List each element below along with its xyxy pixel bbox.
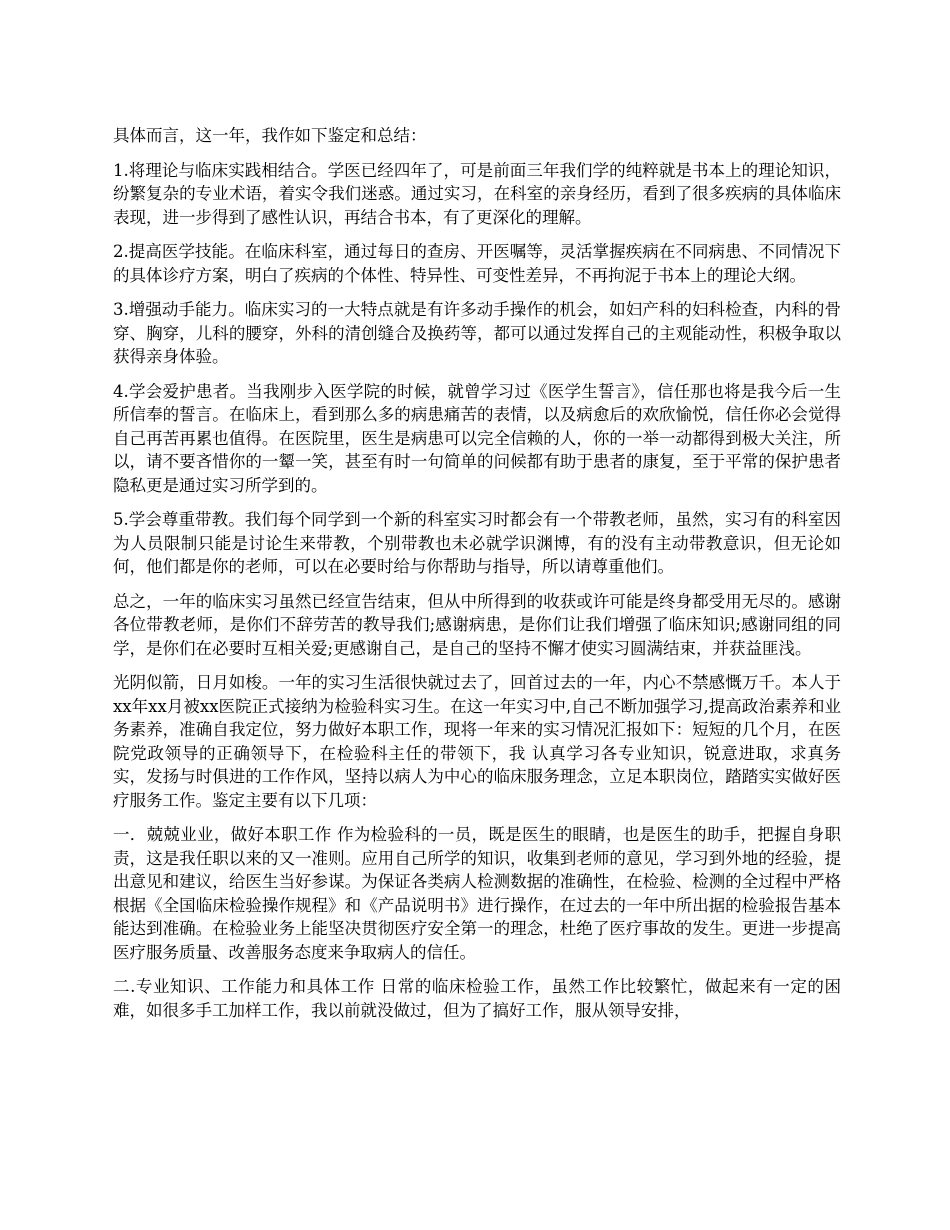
paragraph-item-5: 5.学会尊重带教。我们每个同学到一个新的科室实习时都会有一个带教老师，虽然，实习有的科室因为人员限制只能是讨论生来带教，个别带教也未必就学识渊博，有的没有主动带教意识，但无论如何，他们都是你的老师，可以在必要时给与你帮助与指导，所以请尊重他们。 bbox=[113, 510, 841, 576]
paragraph-report-intro: 光阴似箭，日月如梭。一年的实习生活很快就过去了，回首过去的一年，内心不禁感慨万千。本人于xx年xx月被xx医院正式接纳为检验科实习生。在这一年实习中,自己不断加强学习,提高政治素养和业务素养，准确自我定位，努力做好本职工作，现将一年来的实习情况汇报如下：短短的几个月，在医院党政领导的正确领导下，在检验科主任的带领下，我 认真学习各专业知识，锐意进取，求真务实，发扬与时俱进的工作作风，坚持以病人为中心的临床服务理念，立足本职岗位，踏踏实实做好医疗服务工作。鉴定主要有以下几项： bbox=[113, 673, 841, 810]
paragraph-item-4: 4.学会爱护患者。当我刚步入医学院的时候，就曾学习过《医学生誓言》，信任那也将是我今后一生所信奉的誓言。在临床上，看到那么多的病患痛苦的表情，以及病愈后的欢欣愉悦，信任你必会觉得自己再苦再累也值得。在医院里，医生是病患可以完全信赖的人，你的一举一动都得到极大关注，所以，请不要吝惜你的一颦一笑，甚至有时一句简单的问候都有助于患者的康复，至于平常的保护患者隐私更是通过实习所学到的。 bbox=[113, 381, 841, 495]
paragraph-section-1: 一．兢兢业业，做好本职工作 作为检验科的一员，既是医生的眼睛，也是医生的助手，把握自身职责，这是我任职以来的又一准则。应用自己所学的知识，收集到老师的意见，学习到外地的经验，提出意见和建议，给医生当好参谋。为保证各类病人检测数据的准确性，在检验、检测的全过程中严格根据《全国临床检验操作规程》和《产品说明书》进行操作，在过去的一年中所出据的检验报告基本能达到准确。在检验业务上能坚决贯彻医疗安全第一的理念，杜绝了医疗事故的发生。更进一步提高医疗服务质量、改善服务态度来争取病人的信任。 bbox=[113, 825, 841, 962]
paragraph-item-1: 1.将理论与临床实践相结合。学医已经四年了，可是前面三年我们学的纯粹就是书本上的理论知识，纷繁复杂的专业术语，着实令我们迷惑。通过实习，在科室的亲身经历，看到了很多疾病的具体临床表现，进一步得到了感性认识，再结合书本，有了更深化的理解。 bbox=[113, 160, 841, 227]
paragraph-item-2: 2.提高医学技能。在临床科室，通过每日的查房、开医嘱等，灵活掌握疾病在不同病患、不同情况下的具体诊疗方案，明白了疾病的个体性、特异性、可变性差异，不再拘泥于书本上的理论大纲。 bbox=[113, 242, 841, 285]
paragraph-section-2: 二.专业知识、工作能力和具体工作 日常的临床检验工作，虽然工作比较繁忙，做起来有一定的困难，如很多手工加样工作，我以前就没做过，但为了搞好工作，服从领导安排， bbox=[113, 977, 841, 1020]
paragraph-intro: 具体而言，这一年，我作如下鉴定和总结： bbox=[113, 126, 427, 145]
paragraph-item-3: 3.增强动手能力。临床实习的一大特点就是有许多动手操作的机会，如妇产科的妇科检查，内科的骨穿、胸穿，儿科的腰穿，外科的清创缝合及换药等，都可以通过发挥自己的主观能动性，积极争取以获得亲身体验。 bbox=[113, 300, 841, 366]
document-body bbox=[113, 124, 841, 1022]
paragraph-summary: 总之，一年的临床实习虽然已经宣告结束，但从中所得到的收获或许可能是终身都受用无尽的。感谢各位带教老师，是你们不辞劳苦的教导我们;感谢病患，是你们让我们增强了临床知识;感谢同组的同学，是你们在必要时互相关爱;更感谢自己，是自己的坚持不懈才使实习圆满结束，并获益匪浅。 bbox=[113, 591, 841, 658]
